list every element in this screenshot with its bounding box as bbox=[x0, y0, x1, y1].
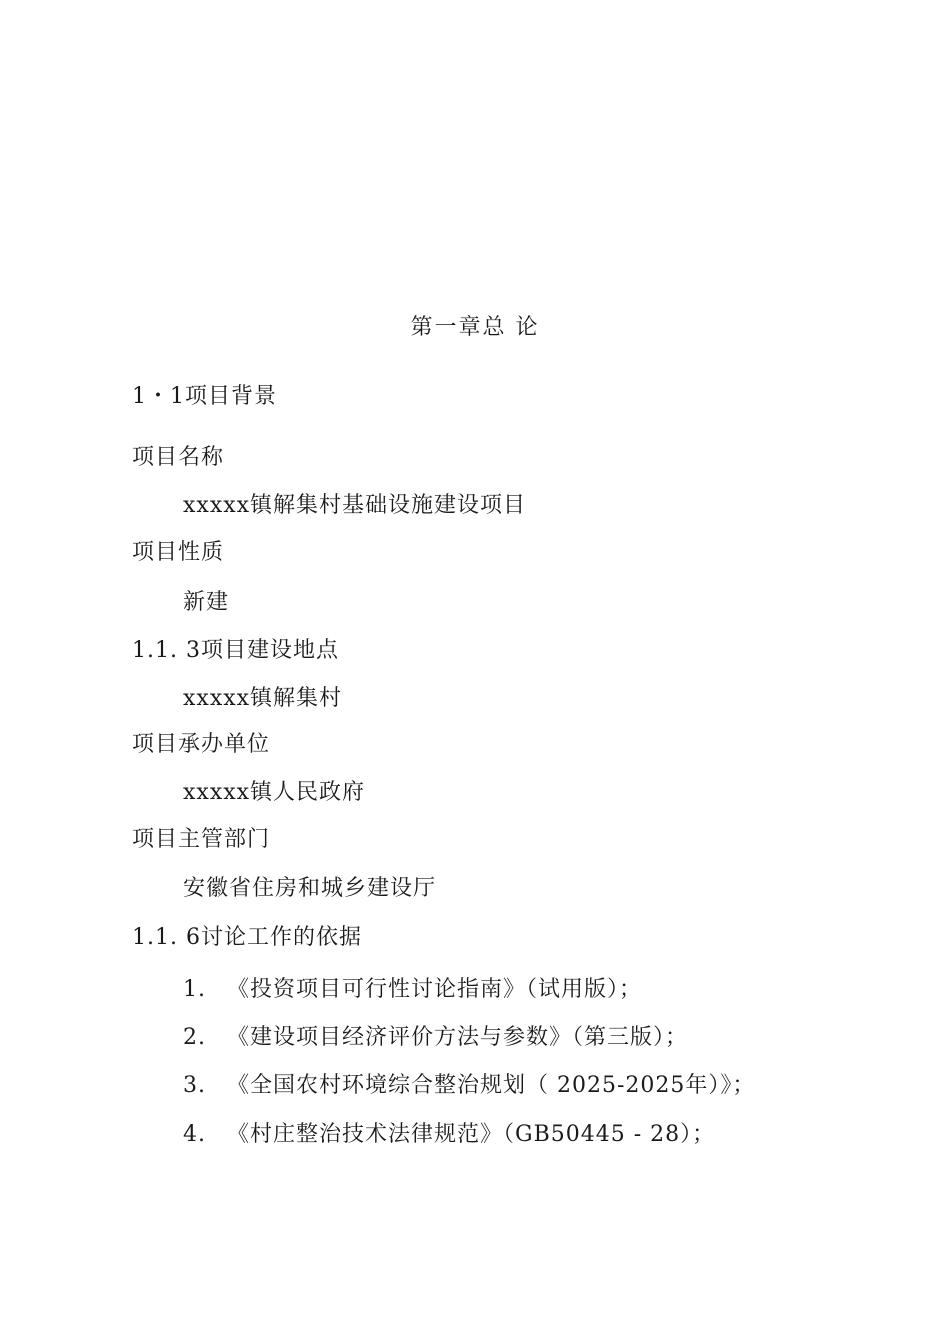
reference-text: 《村庄整治技术法律规范》（GB50445 - 28）； bbox=[227, 1122, 716, 1147]
reference-item bbox=[183, 975, 642, 1005]
research-basis-label: 1.1. 6讨论工作的依据 bbox=[132, 925, 362, 950]
reference-number: 2. bbox=[183, 1025, 206, 1050]
project-location-label: 1.1. 3项目建设地点 bbox=[132, 638, 339, 663]
project-nature-value: 新建 bbox=[183, 590, 230, 615]
section-heading: 1・1项目背景 bbox=[132, 384, 277, 409]
reference-text: 《全国农村环境综合整治规划（ 2025-2025年）》； bbox=[227, 1073, 756, 1098]
project-authority-label: 项目主管部门 bbox=[132, 827, 271, 852]
project-authority-value: 安徽省住房和城乡建设厅 bbox=[183, 876, 437, 901]
reference-item bbox=[183, 1071, 755, 1101]
chapter-title: 第一章总 论 bbox=[410, 315, 540, 340]
reference-number: 4. bbox=[183, 1122, 206, 1147]
reference-number: 3. bbox=[183, 1073, 206, 1098]
project-undertaker-label: 项目承办单位 bbox=[132, 732, 271, 757]
reference-item bbox=[183, 1120, 715, 1150]
reference-number: 1. bbox=[183, 977, 206, 1002]
project-undertaker-value: xxxxx镇人民政府 bbox=[183, 780, 366, 805]
project-name-value: xxxxx镇解集村基础设施建设项目 bbox=[183, 493, 527, 518]
project-name-label: 项目名称 bbox=[132, 445, 225, 470]
project-nature-label: 项目性质 bbox=[132, 540, 225, 565]
project-location-value: xxxxx镇解集村 bbox=[183, 686, 343, 711]
reference-text: 《建设项目经济评价方法与参数》（第三版）； bbox=[227, 1025, 689, 1050]
reference-text: 《投资项目可行性讨论指南》（试用版）； bbox=[227, 977, 643, 1002]
reference-item bbox=[183, 1023, 688, 1053]
